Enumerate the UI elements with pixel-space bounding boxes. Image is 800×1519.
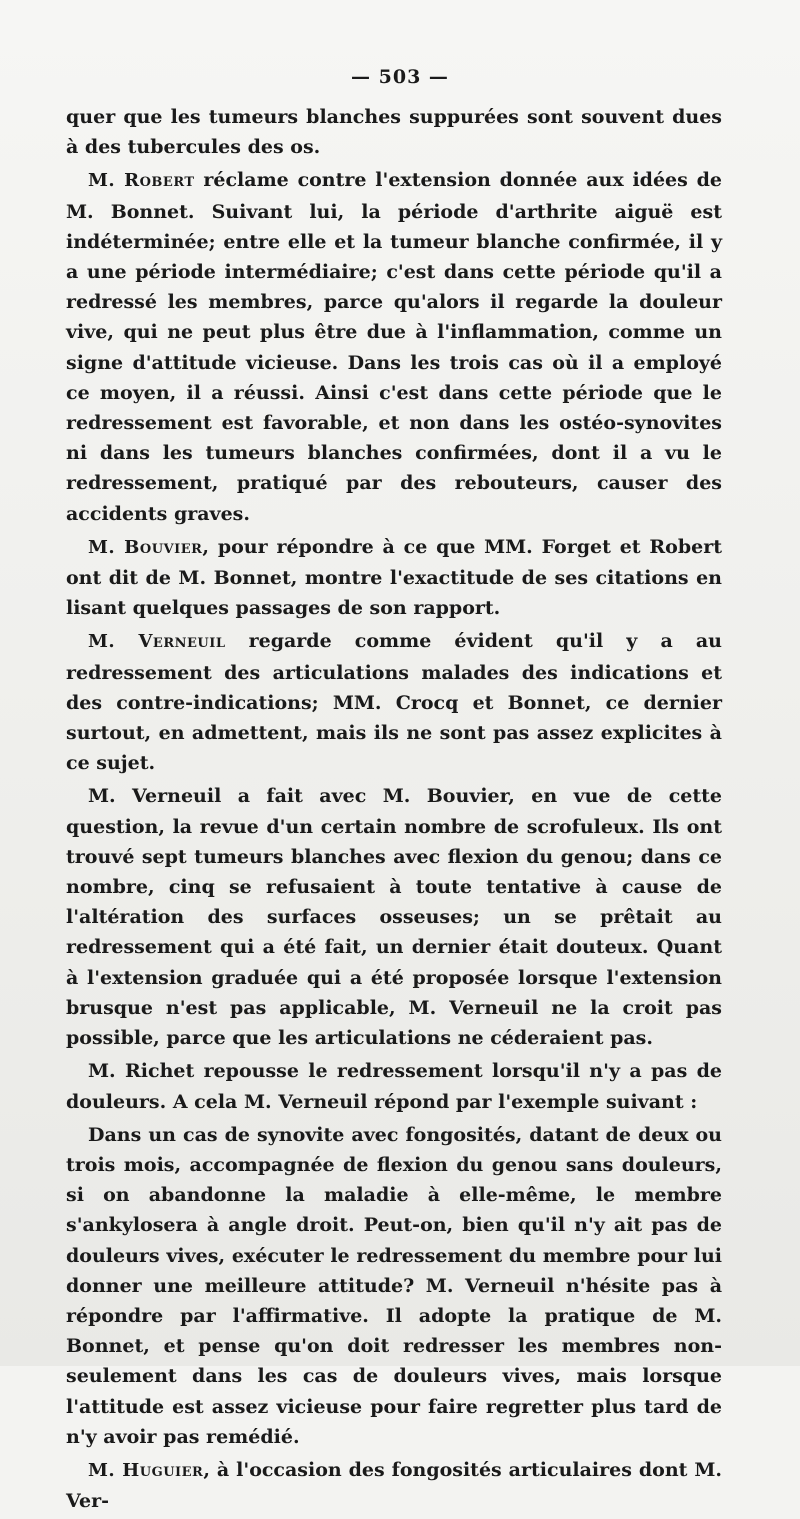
paragraph-3 <box>66 532 722 624</box>
paragraph-4-text: regarde comme évident qu'il y a au redressement des articulations malades des indications et des contre-indications; MM. Crocq et Bonnet, ce dernier surtout, en admettent, mais ils ne sont pas assez explicites à ce sujet. <box>66 630 722 775</box>
paragraph-5 <box>66 781 722 1053</box>
speaker-huguier: M. Huguier <box>88 1459 204 1481</box>
paragraph-6-text: M. Richet repousse le redressement lorsqu'il n'y a pas de douleurs. A cela M. Verneuil répond par l'exemple suivant : <box>66 1060 722 1113</box>
speaker-robert: M. Robert <box>88 170 195 192</box>
paragraph-4 <box>66 626 722 778</box>
paragraph-3-text: , pour répondre à ce que MM. Forget et Robert ont dit de M. Bonnet, montre l'exactitude de ses citations en lisant quelques passages de son rapport. <box>66 535 722 620</box>
paragraph-7-text: Dans un cas de synovite avec fongosités, datant de deux ou trois mois, accompagnée de flexion du genou sans douleurs, si on abandonne la maladie à elle-même, le membre s'ankylosera à angle droit. Peut-on, bien qu'il n'y ait pas de douleurs vives, exécuter le redressement du membre pour lui donner une meilleure attitude? M. Verneuil n'hésite pas à répondre par l'affirmative. Il adopte la pratique de M. Bonnet, et pense qu'on doit redresser les membres non-seulement dans les cas de douleurs vives, mais lorsque l'attitude est assez vicieuse pour faire regretter plus tard de n'y avoir pas remédié. <box>66 1123 722 1448</box>
paragraph-2-text: réclame contre l'extension donnée aux idées de M. Bonnet. Suivant lui, la période d'arthrite aiguë est indéterminée; entre elle et la tumeur blanche confirmée, il y a une période intermédiaire; c'est dans cette période qu'il a redressé les membres, parce qu'alors il regarde la douleur vive, qui ne peut plus être due à l'inflammation, comme un signe d'attitude vicieuse. Dans les trois cas où il a employé ce moyen, il a réussi. Ainsi c'est dans cette période que le redressement est favorable, et non dans les ostéo-synovites ni dans les tumeurs blanches confirmées, dont il a vu le redressement, pratiqué par des rebouteurs, causer des accidents graves. <box>66 169 722 525</box>
paragraph-8 <box>66 1455 722 1516</box>
speaker-verneuil: M. Verneuil <box>88 631 226 653</box>
body-text <box>66 102 722 1519</box>
speaker-bouvier: M. Bouvier <box>88 536 203 558</box>
paragraph-6 <box>66 1056 722 1116</box>
paragraph-5-text: M. Verneuil a fait avec M. Bouvier, en vue de cette question, la revue d'un certain nombre de scrofuleux. Ils ont trouvé sept tumeurs blanches avec flexion du genou; dans ce nombre, cinq se refusaient à toute tentative à cause de l'altération des surfaces osseuses; un se prêtait au redressement qui a été fait, un dernier était douteux. Quant à l'extension graduée qui a été proposée lorsque l'extension brusque n'est pas applicable, M. Verneuil ne la croit pas possible, parce que les articulations ne céderaient pas. <box>66 785 722 1050</box>
paragraph-1-text: quer que les tumeurs blanches suppurées sont souvent dues à des tubercules des os. <box>66 106 722 159</box>
paragraph-2 <box>66 165 722 528</box>
page-number: — 503 — <box>351 66 449 88</box>
paragraph-1 <box>66 102 722 162</box>
paragraph-7 <box>66 1120 722 1452</box>
paragraph-8-text: , à l'occasion des fongosités articulaires dont M. Ver- <box>66 1458 722 1513</box>
